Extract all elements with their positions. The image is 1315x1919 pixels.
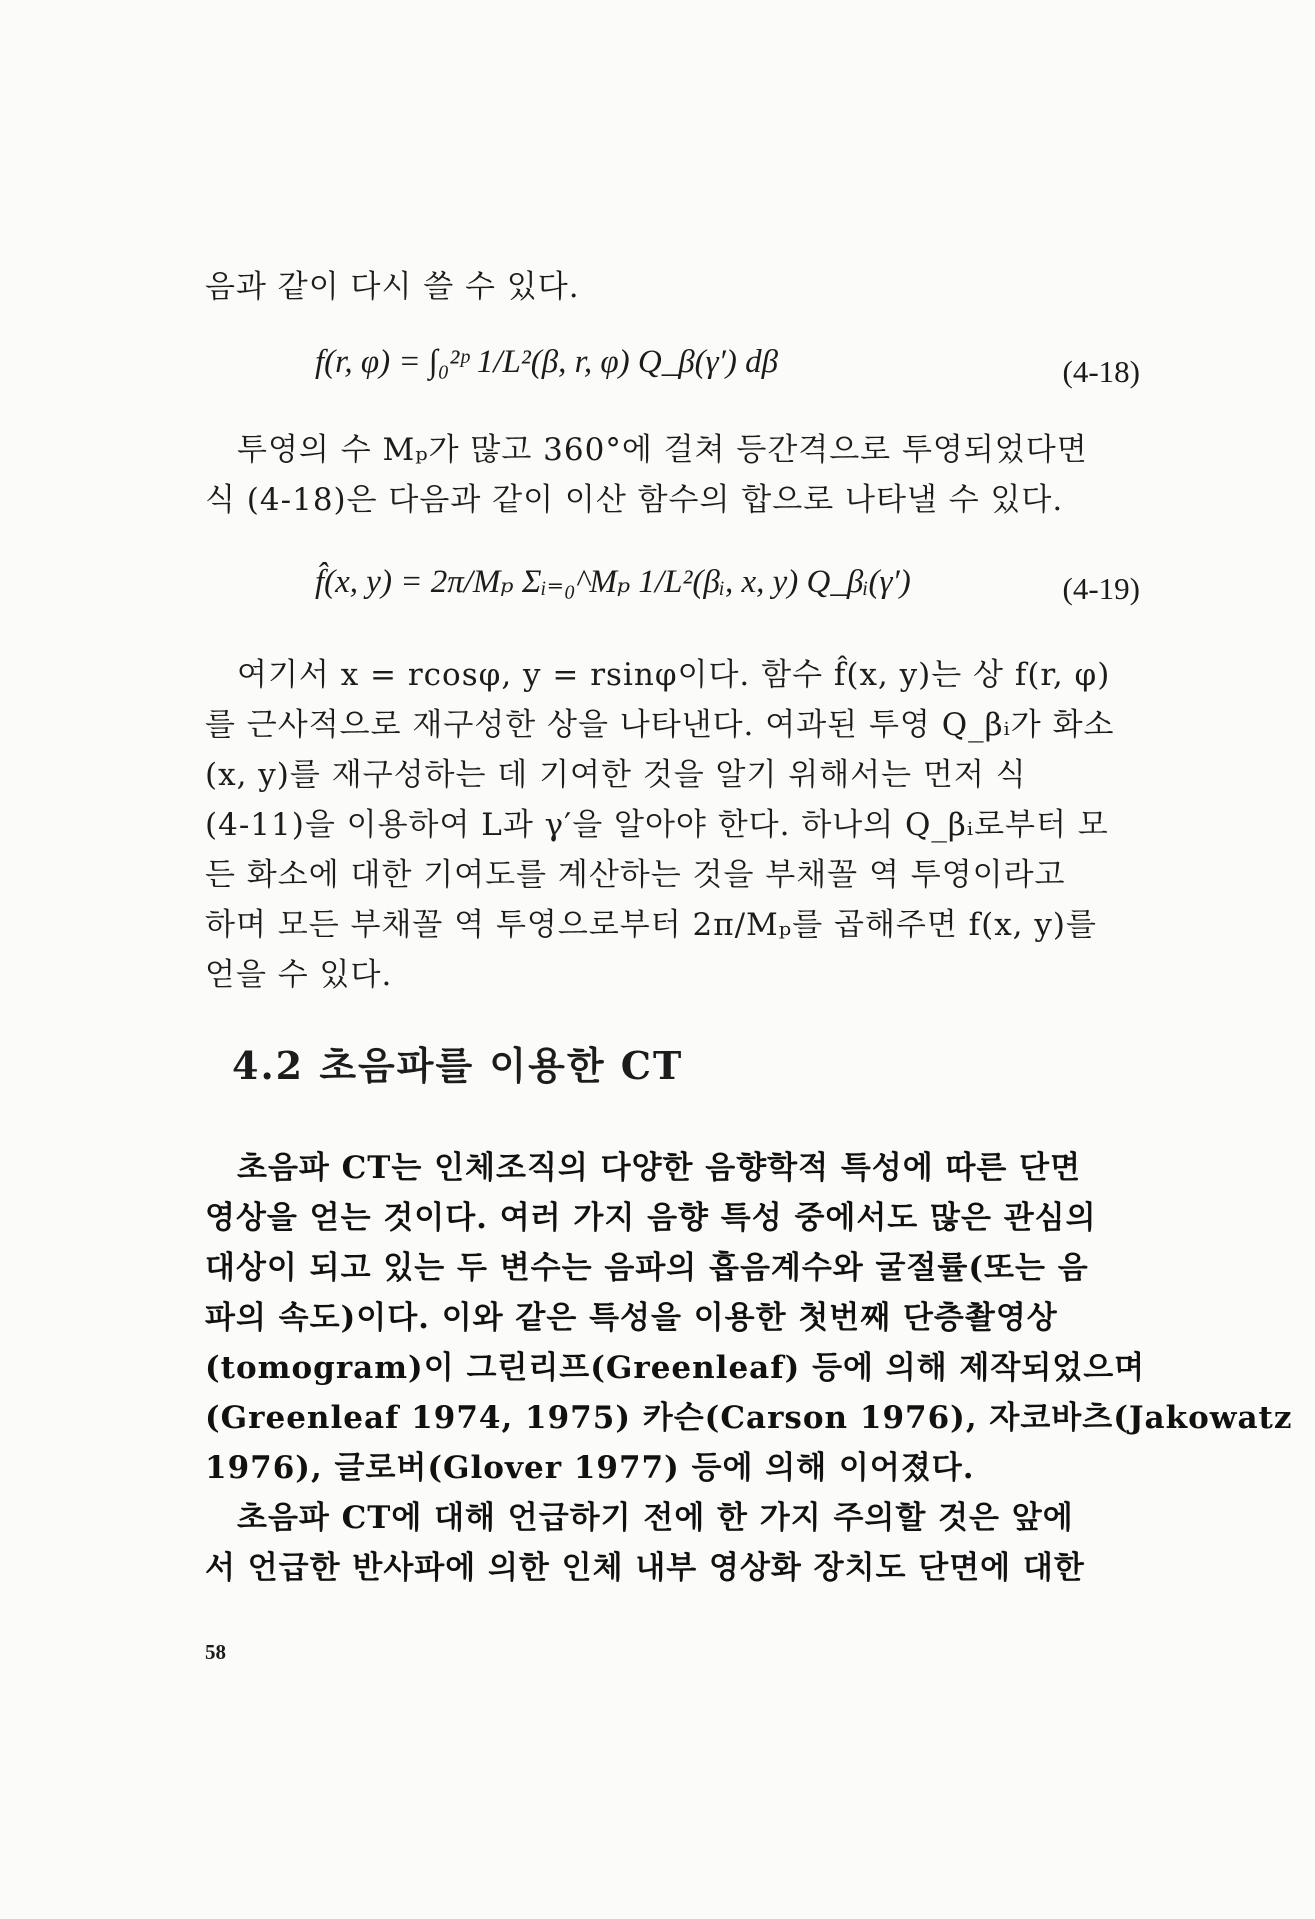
text-line: 식 (4-18)은 다음과 같이 이산 함수의 합으로 나타낼 수 있다. xyxy=(205,482,1064,518)
text-line: (Greenleaf 1974, 1975) 카슨(Carson 1976), 자코바츠(Jakowatz xyxy=(205,1400,1293,1436)
intro-paragraph xyxy=(205,262,1140,312)
equation-number: (4-18) xyxy=(1062,354,1140,389)
equation-formula: f̂(x, y) = 2π/Mₚ Σᵢ₌₀^Mₚ 1/L²(βᵢ, x, y) Q_βᵢ(γ′) xyxy=(315,564,911,600)
paragraph-note xyxy=(205,1493,1140,1593)
text-line: 초음파 CT에 대해 언급하기 전에 한 가지 주의할 것은 앞에 xyxy=(237,1500,1074,1536)
text-line: 투영의 수 Mₚ가 많고 360°에 걸쳐 등간격으로 투영되었다면 xyxy=(237,432,1088,468)
text-line: (x, y)를 재구성하는 데 기여한 것을 알기 위해서는 먼저 식 xyxy=(205,757,1027,793)
text-line: 하며 모든 부채꼴 역 투영으로부터 2π/Mₚ를 곱해주면 f(x, y)를 xyxy=(205,907,1097,943)
text-line: 1976), 글로버(Glover 1977) 등에 의해 이어졌다. xyxy=(205,1450,975,1486)
page-number: 58 xyxy=(205,1640,226,1664)
text-line: 음과 같이 다시 쓸 수 있다. xyxy=(205,269,580,305)
text-line: 초음파 CT는 인체조직의 다양한 음향학적 특성에 따른 단면 xyxy=(237,1150,1082,1186)
text-line: 영상을 얻는 것이다. 여러 가지 음향 특성 중에서도 많은 관심의 xyxy=(205,1200,1097,1236)
paragraph-ultrasound-ct xyxy=(205,1143,1293,1493)
section-heading: 4.2 초음파를 이용한 CT xyxy=(232,1043,684,1088)
text-line: (tomogram)이 그린리프(Greenleaf) 등에 의해 제작되었으며 xyxy=(205,1350,1146,1386)
text-line: 여기서 x = rcosφ, y = rsinφ이다. 함수 f̂(x, y)는 상 f(r, φ) xyxy=(237,657,1111,693)
equation-4-18 xyxy=(205,338,1140,418)
text-line: 얻을 수 있다. xyxy=(205,957,393,993)
text-line: 파의 속도)이다. 이와 같은 특성을 이용한 첫번째 단층촬영상 xyxy=(205,1300,1058,1336)
paragraph-projection xyxy=(205,425,1140,525)
equation-formula: f(r, φ) = ∫₀²ᵖ 1/L²(β, r, φ) Q_β(γ′) dβ xyxy=(315,344,779,380)
text-line: (4-11)을 이용하여 L과 γ′을 알아야 한다. 하나의 Q_βᵢ로부터 모 xyxy=(205,807,1109,843)
text-line: 든 화소에 대한 기여도를 계산하는 것을 부채꼴 역 투영이라고 xyxy=(205,857,1066,893)
text-line: 대상이 되고 있는 두 변수는 음파의 흡음계수와 굴절률(또는 음 xyxy=(205,1250,1089,1286)
text-line: 를 근사적으로 재구성한 상을 나타낸다. 여과된 투영 Q_βᵢ가 화소 xyxy=(205,707,1115,743)
equation-4-19 xyxy=(205,555,1140,635)
paragraph-reconstruction xyxy=(205,650,1140,1000)
equation-number: (4-19) xyxy=(1062,571,1140,606)
text-line: 서 언급한 반사파에 의한 인체 내부 영상화 장치도 단면에 대한 xyxy=(205,1550,1085,1586)
